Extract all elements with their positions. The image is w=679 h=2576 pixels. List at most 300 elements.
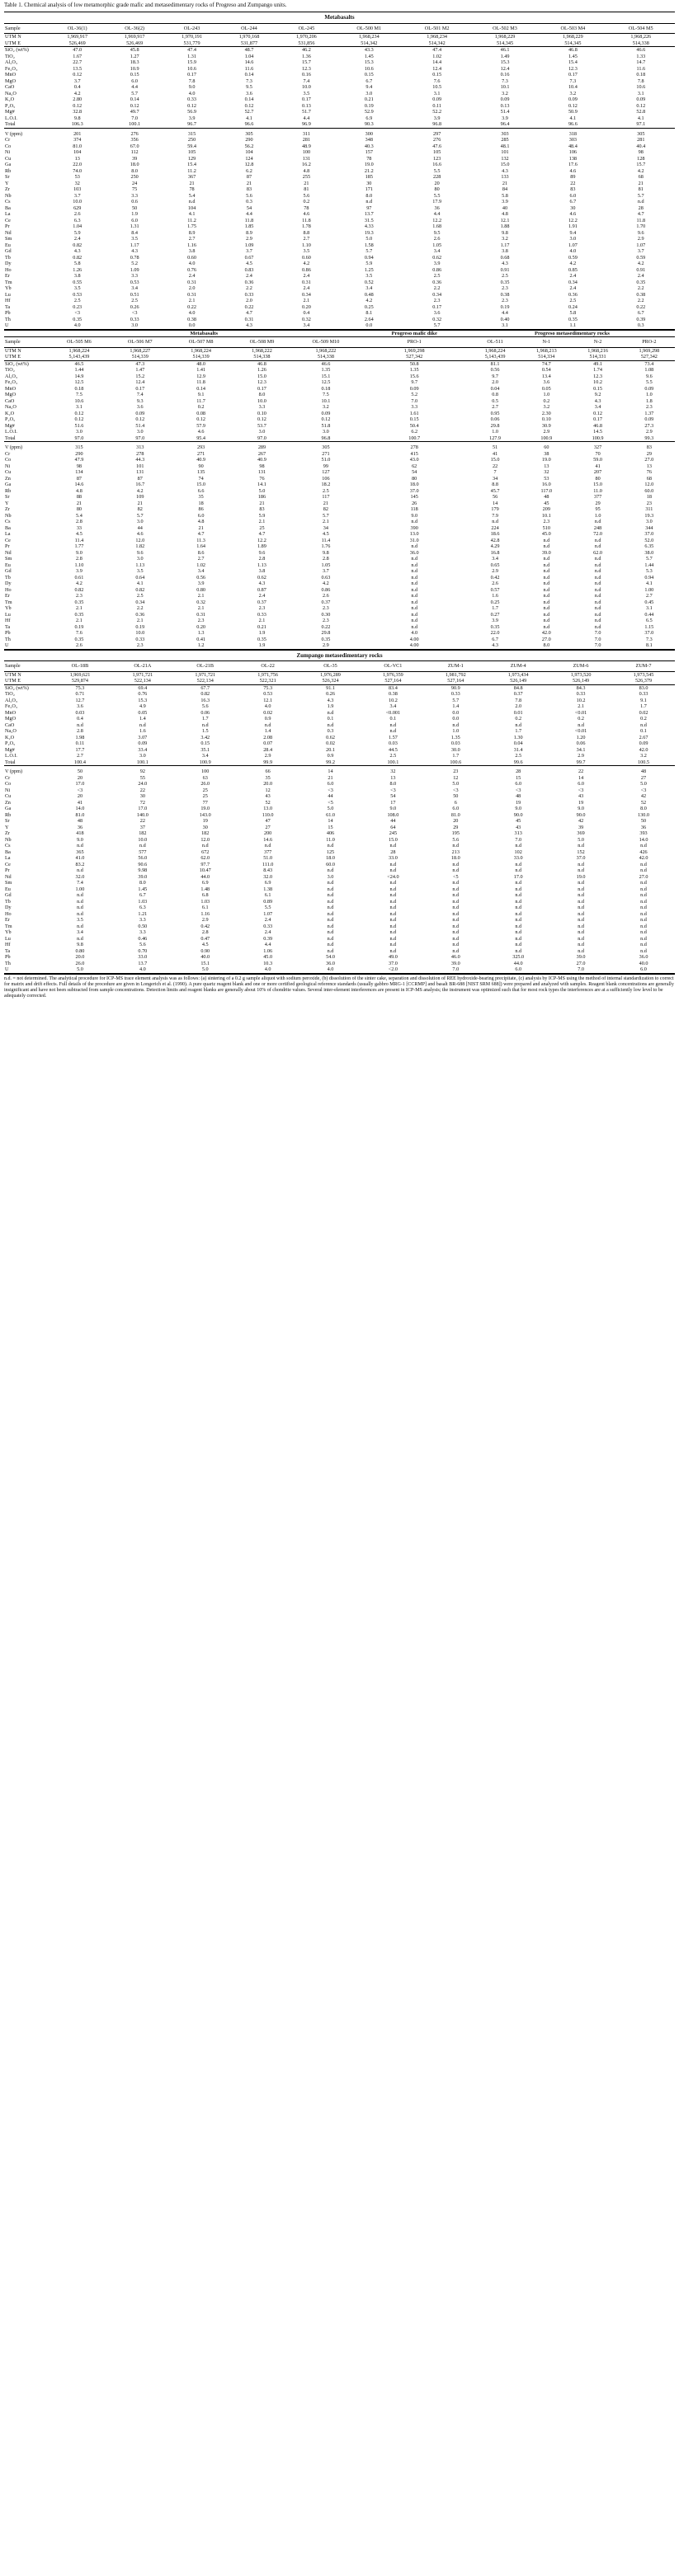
element-value: 4.0 (188, 261, 196, 266)
element-value: 98 (259, 463, 265, 469)
trace-element-row (4, 599, 675, 606)
trace-element-row (4, 149, 675, 156)
element-value: 2.6 (492, 581, 498, 586)
element-value: 0.41 (196, 636, 206, 642)
element-value: 19 (202, 818, 208, 824)
sample-id: OL-511 (487, 339, 503, 345)
element-value: 1.64 (196, 543, 206, 549)
section-title-row (4, 12, 675, 24)
element-value: 21 (246, 180, 252, 186)
element-value: 3.0 (136, 519, 144, 524)
element-value: 1.05 (432, 242, 442, 248)
utm-e-value: 526,149 (573, 678, 590, 684)
element-value: 20 (434, 180, 440, 186)
element-value: 4.5 (323, 531, 329, 537)
element-value: 0.0 (452, 716, 460, 722)
element-value: 305 (245, 130, 253, 137)
element-value: n.d (264, 722, 271, 728)
element-label: Nb (5, 512, 12, 519)
element-value: 209 (542, 506, 550, 512)
element-value: 4.0 (264, 703, 271, 709)
element-label: Hf (5, 618, 11, 623)
element-value: 3.7 (323, 568, 329, 574)
element-value: 6.0 (452, 806, 460, 811)
element-value: 48.4 (568, 143, 578, 149)
element-value: n.d (327, 843, 334, 848)
element-value: n.d (543, 537, 550, 543)
element-value: 6.0 (515, 966, 522, 972)
utm-e-value: 527,342 (406, 354, 423, 360)
element-value: 0.80 (196, 586, 206, 593)
element-value: 4.6 (136, 531, 144, 537)
trace-element-row (4, 236, 675, 242)
element-value: 19 (578, 799, 584, 806)
element-value: 5.0 (365, 236, 373, 242)
element-value: 2.3 (645, 404, 653, 410)
sample-id: OL-243 (183, 25, 200, 31)
element-value: 77 (202, 799, 208, 806)
element-value: 18.0 (450, 855, 460, 861)
element-value: 8.4 (131, 229, 138, 236)
element-label: Total (5, 121, 16, 127)
element-value: 0.21 (257, 623, 266, 630)
element-value: 27.0 (541, 636, 551, 642)
element-value: 31.0 (409, 537, 419, 543)
element-value: 3.3 (131, 273, 138, 279)
element-value: 0.35 (74, 636, 84, 642)
element-value: 11.4 (321, 537, 331, 543)
element-value: 50.4 (409, 422, 419, 429)
element-label: Dy (5, 581, 12, 586)
element-value: 13 (390, 774, 396, 781)
element-value: 1.0 (645, 392, 653, 397)
element-value: 0.94 (644, 574, 654, 581)
element-value: 10.0 (135, 630, 145, 636)
element-value: 1.3 (197, 630, 205, 636)
element-value: 3.4 (594, 404, 601, 410)
element-value: 6.9 (365, 115, 373, 121)
element-value: 303 (501, 130, 509, 137)
element-value: 2.4 (188, 273, 196, 279)
element-value: 406 (326, 830, 335, 836)
element-value: n.d (543, 543, 550, 549)
element-value: 0.17 (301, 96, 311, 102)
trace-element-row (4, 874, 675, 881)
element-value: 27.3 (644, 422, 654, 429)
element-value: 30 (570, 204, 576, 211)
element-value: 1.88 (500, 223, 510, 229)
element-value: 369 (577, 830, 585, 836)
element-value: 63 (202, 774, 208, 781)
element-value: 2.0 (188, 285, 196, 291)
element-value: 1.9 (131, 211, 138, 217)
element-value: 3.8 (258, 568, 266, 574)
element-value: 311 (645, 506, 653, 512)
element-label: Sm (5, 236, 12, 242)
element-value: 101 (136, 463, 144, 469)
element-value: 0.59 (568, 254, 578, 261)
trace-element-row (4, 310, 675, 317)
element-value: 1.74 (593, 367, 602, 373)
sample-id: ZUM-7 (635, 663, 652, 669)
element-value: 53.7 (257, 422, 266, 429)
element-value: 6.0 (131, 78, 138, 84)
element-value: 3.0 (323, 429, 329, 435)
element-value: n.d (411, 593, 418, 599)
trace-element-row (4, 905, 675, 911)
element-label: Th (5, 316, 11, 322)
element-value: 68 (646, 475, 652, 482)
utm-e-value: 531,856 (298, 40, 315, 46)
element-value: 16.8 (490, 549, 500, 556)
element-value: 83 (246, 186, 252, 192)
element-value: 12.0 (200, 836, 210, 843)
element-value: 0.33 (257, 611, 266, 618)
element-value: 62.0 (200, 855, 210, 861)
element-value: 123 (433, 155, 441, 162)
element-value: 1.9 (327, 703, 334, 709)
trace-element-row (4, 451, 675, 458)
element-value: 6.7 (637, 310, 644, 316)
element-value: 12.0 (135, 537, 145, 543)
element-value: 0.26 (130, 303, 139, 310)
element-value: 42.8 (490, 537, 500, 543)
element-value: n.d (594, 623, 601, 630)
element-value: 393 (639, 830, 648, 836)
utm-e-value: 527,342 (640, 354, 658, 360)
element-value: n.d (640, 917, 647, 923)
element-value: 3.4 (433, 248, 441, 254)
element-value: 2.3 (543, 519, 550, 524)
element-label: Nd (5, 873, 12, 880)
element-value: 0.05 (541, 385, 551, 392)
element-value: n.d (327, 942, 334, 947)
trace-element-row (4, 800, 675, 806)
element-label: P₂O₅ (5, 740, 16, 746)
element-value: 4.0 (188, 310, 196, 316)
element-value: 1.41 (196, 367, 206, 373)
element-value: 0.11 (432, 102, 441, 109)
element-value: 0.42 (200, 923, 210, 929)
element-value: 36.0 (326, 960, 335, 966)
element-value: 1.9 (258, 630, 266, 636)
element-value: 0.82 (73, 254, 83, 261)
element-value: 6.6 (197, 487, 205, 494)
element-value: 0.36 (568, 291, 578, 298)
element-value: 3.4 (197, 568, 205, 574)
element-value: 5.0 (258, 487, 266, 494)
element-value: 271 (322, 450, 330, 457)
element-label: Ta (5, 623, 11, 630)
element-value: 36.0 (639, 954, 648, 960)
element-value: 48.9 (301, 143, 311, 149)
element-value: 3.07 (138, 734, 148, 740)
element-value: 0.46 (138, 935, 148, 942)
element-value: n.d (578, 867, 584, 873)
element-value: 3.5 (131, 236, 138, 242)
element-value: 1.03 (200, 898, 210, 905)
element-label: Sm (5, 880, 12, 886)
element-value: 2.9 (246, 236, 252, 242)
element-value: 4.2 (637, 261, 644, 266)
element-value: 3.9 (188, 115, 196, 121)
element-value: n.d (543, 611, 550, 618)
element-value: 1.44 (644, 562, 654, 568)
element-value: 11.8 (196, 379, 205, 385)
element-value: 27.0 (639, 873, 648, 880)
element-label: Ga (5, 482, 12, 487)
utm-n-value: 1,969,621 (69, 671, 91, 678)
element-value: 46.6 (636, 47, 646, 53)
element-value: 3.9 (433, 261, 441, 266)
element-label: Pb (5, 630, 11, 636)
element-value: 67.7 (200, 684, 210, 691)
element-value: 1.30 (513, 734, 523, 740)
element-value: 97.7 (200, 861, 210, 867)
element-value: 100.6 (450, 759, 462, 765)
element-value: 0.1 (640, 728, 647, 734)
major-element-row (4, 392, 675, 398)
trace-element-row (4, 825, 675, 831)
element-value: 4.3 (327, 697, 334, 703)
element-value: 3.0 (365, 90, 373, 96)
element-label: MgO (5, 392, 17, 397)
element-value: 1.6 (492, 593, 498, 599)
element-value: 3.1 (645, 605, 653, 611)
utm-n-value: 1,968,213 (535, 347, 557, 354)
element-value: 4.0 (569, 248, 577, 254)
element-value: 51.4 (135, 422, 145, 429)
element-value: 14.4 (432, 59, 442, 65)
element-value: 2.4 (637, 273, 644, 279)
trace-element-row (4, 525, 675, 532)
element-value: n.d (411, 574, 418, 581)
element-value: 1.06 (263, 947, 273, 954)
element-value: 15.4 (187, 162, 196, 167)
element-value: n.d (594, 574, 601, 581)
element-value: n.d (640, 942, 647, 947)
element-value: 0.54 (541, 367, 551, 373)
element-value: 17.0 (138, 806, 148, 811)
element-value: 14.6 (74, 482, 84, 487)
element-value: 44.5 (388, 746, 398, 753)
element-value: 19.3 (364, 229, 374, 236)
element-value: 2.1 (258, 618, 266, 623)
element-value: 22.7 (73, 59, 83, 65)
element-label: Al₂O₃ (5, 59, 17, 65)
element-value: 2.4 (569, 285, 577, 291)
element-value: n.d (452, 929, 460, 935)
element-value: 1.07 (636, 242, 646, 248)
element-value: 105 (187, 149, 196, 155)
element-value: 0.14 (244, 72, 254, 78)
element-value: 8.0 (389, 781, 397, 787)
element-value: <5 (452, 873, 459, 880)
element-value: 0.17 (135, 385, 145, 392)
element-value: 0.33 (187, 96, 196, 102)
element-value: 300 (365, 130, 373, 137)
element-value: 0.20 (196, 623, 206, 630)
element-value: 0.62 (326, 734, 335, 740)
element-value: 3.1 (76, 404, 83, 410)
element-value: n.d (515, 917, 522, 923)
element-value: 14.5 (593, 429, 602, 435)
element-value: 90 (198, 463, 204, 469)
element-value: 12.1 (500, 217, 510, 223)
element-value: 11.2 (187, 167, 196, 174)
element-value: n.d (578, 892, 584, 898)
element-value: 1.07 (263, 910, 273, 917)
element-value: 0.32 (196, 599, 206, 605)
element-value: 0.16 (301, 72, 311, 78)
element-value: n.d (452, 861, 460, 867)
element-value: 0.31 (187, 291, 196, 298)
element-value: 1.45 (138, 886, 148, 892)
element-value: 100.1 (387, 759, 399, 765)
element-value: 22 (139, 818, 145, 824)
element-value: 43 (578, 793, 584, 799)
element-value: 38 (544, 450, 549, 457)
element-value: 104 (187, 204, 196, 211)
element-value: 9.98 (138, 867, 148, 873)
element-value: n.d (389, 861, 397, 867)
element-value: 78 (366, 155, 372, 162)
element-value: 19.0 (200, 806, 210, 811)
element-value: n.d (515, 947, 522, 954)
element-value: 16.3 (200, 697, 210, 703)
element-value: 100 (201, 769, 210, 774)
element-value: <0.01 (574, 709, 587, 716)
element-value: 46.1 (500, 47, 510, 53)
major-element-row (4, 722, 675, 729)
element-value: 6.0 (578, 781, 584, 787)
trace-element-row (4, 948, 675, 955)
element-value: 1.0 (492, 429, 498, 435)
utm-n-value: 1,971,721 (132, 671, 153, 678)
element-value: 24 (132, 180, 138, 186)
element-value: 9.4 (569, 229, 577, 236)
element-value: 5.7 (365, 248, 373, 254)
element-value: 1.57 (388, 734, 398, 740)
element-value: 6.9 (201, 880, 209, 886)
element-value: 41.0 (75, 855, 85, 861)
element-value: 290 (245, 137, 253, 143)
trace-element-row (4, 593, 675, 599)
element-value: 12.0 (644, 482, 654, 487)
element-value: 245 (389, 830, 398, 836)
element-label: Rb (5, 487, 12, 494)
element-value: 96.8 (432, 121, 442, 127)
element-value: 1.37 (644, 410, 654, 416)
element-value: 250 (187, 137, 196, 143)
element-value: n.d (515, 880, 522, 886)
element-value: 5.2 (131, 261, 138, 266)
element-value: 0.12 (321, 416, 331, 422)
sample-id: OL-22 (261, 663, 275, 669)
utm-n-value: 1,968,222 (315, 347, 337, 354)
element-value: 6.5 (645, 618, 653, 623)
element-value: 2.7 (197, 556, 205, 562)
element-value: 49.7 (130, 109, 139, 115)
element-label: TiO₂ (5, 691, 15, 697)
element-value: n.d (594, 556, 601, 562)
element-label: Tb (5, 574, 11, 581)
element-value: 201 (73, 130, 82, 137)
trace-element-row (4, 556, 675, 562)
element-value: 75.3 (263, 684, 273, 691)
element-value: 0.04 (513, 740, 523, 746)
element-value: 2.3 (502, 298, 508, 303)
element-value: n.d (578, 947, 584, 954)
element-value: 130.0 (638, 811, 649, 818)
element-value: n.d (640, 867, 647, 873)
element-value: 2.1 (136, 618, 144, 623)
element-value: 0.09 (138, 740, 148, 746)
element-value: 13 (544, 463, 549, 469)
major-element-row (4, 435, 675, 442)
element-value: 2.4 (73, 236, 81, 242)
element-value: 3.5 (303, 90, 310, 96)
element-value: 21 (198, 524, 204, 531)
element-value: <3 (74, 310, 80, 316)
trace-element-row (4, 618, 675, 624)
element-value: <0.001 (385, 709, 401, 716)
major-element-row (4, 735, 675, 741)
element-value: 0.59 (636, 254, 646, 261)
element-value: 8.8 (492, 482, 498, 487)
element-value: 90.6 (138, 861, 148, 867)
element-label: CaO (5, 397, 15, 404)
element-value: n.d (411, 618, 418, 623)
sample-id: OL-509 M10 (312, 339, 340, 345)
element-value: 34 (323, 524, 328, 531)
element-value: 40.3 (364, 143, 374, 149)
element-value: 3.4 (492, 556, 498, 562)
element-value: n.d (640, 923, 647, 929)
sample-label: Sample (5, 25, 21, 31)
element-value: 14.6 (244, 59, 254, 65)
element-value: 2.1 (197, 605, 205, 611)
trace-element-row (4, 285, 675, 292)
element-value: 96.7 (187, 121, 196, 127)
element-value: 4.6 (569, 211, 577, 217)
element-label: Sm (5, 556, 12, 562)
trace-element-row (4, 806, 675, 812)
element-value: 290 (75, 450, 83, 457)
element-value: 12.2 (257, 537, 266, 543)
element-value: 4.2 (136, 487, 144, 494)
element-label: Nb (5, 192, 12, 199)
element-value: 0.03 (450, 740, 460, 746)
element-value: n.d (515, 923, 522, 929)
element-value: 100.1 (136, 759, 149, 765)
element-value: 8.43 (263, 867, 273, 873)
element-value: 9.6 (136, 549, 144, 556)
element-value: 98 (638, 149, 644, 155)
element-value: 1.44 (74, 367, 84, 373)
group-header-row (4, 330, 675, 337)
element-value: <3 (578, 787, 584, 793)
element-value: 4.3 (73, 248, 81, 254)
element-value: 19 (516, 799, 521, 806)
element-value: 49.1 (593, 360, 602, 367)
element-value: 11.7 (196, 397, 205, 404)
element-value: 7.0 (578, 966, 584, 972)
element-value: 100.7 (408, 435, 421, 441)
element-label: Na₂O (5, 728, 17, 734)
element-value: 285 (501, 137, 509, 143)
element-value: 100.9 (592, 435, 604, 441)
